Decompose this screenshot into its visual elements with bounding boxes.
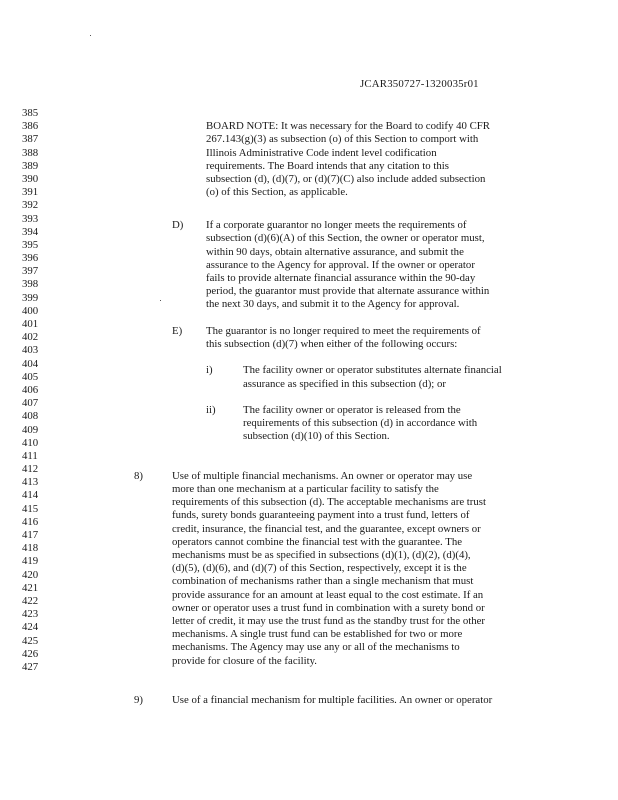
line-number: 390 xyxy=(22,172,39,185)
item-d-text xyxy=(206,219,489,311)
item-e-i-text xyxy=(243,364,502,390)
document-id: JCAR350727-1320035r01 xyxy=(360,78,479,90)
board-note-line: (o) of this Section, as applicable. xyxy=(206,186,348,199)
item-d-line: fails to provide alternate financial assurance within the 90-day xyxy=(206,271,476,284)
item-9-text xyxy=(172,694,492,707)
line-number: 421 xyxy=(22,581,39,594)
line-number: 406 xyxy=(22,383,39,396)
board-note-line: BOARD NOTE: It was necessary for the Board to codify 40 CFR xyxy=(206,120,490,133)
line-number: 426 xyxy=(22,647,39,660)
line-number: 418 xyxy=(22,542,39,555)
item-e-ii-line: requirements of this subsection (d) in accordance with xyxy=(243,417,478,430)
item-8-line: mechanisms must be as specified in subsections (d)(1), (d)(2), (d)(4), xyxy=(172,549,471,562)
item-d-line: within 90 days, obtain alternative assurance, and submit the xyxy=(206,245,464,258)
item-e-ii-marker: ii) xyxy=(206,404,216,416)
line-number: 420 xyxy=(22,568,39,581)
line-number: 405 xyxy=(22,370,39,383)
item-d-marker: D) xyxy=(172,219,184,232)
item-e-line: The guarantor is no longer required to meet the requirements of xyxy=(206,324,481,337)
item-e-line: this subsection (d)(7) when either of the following occurs: xyxy=(206,337,458,350)
line-number: 386 xyxy=(22,120,39,133)
item-9-line: Use of a financial mechanism for multiple facilities. An owner or operator xyxy=(172,694,493,707)
item-d-line: period, the guarantor must provide that alternate assurance within xyxy=(206,285,490,298)
line-number: 395 xyxy=(22,238,39,251)
item-d-line: the next 30 days, and submit it to the Agency for approval. xyxy=(206,298,460,311)
item-8-line: mechanisms. A single trust fund can be established for two or more xyxy=(172,628,463,641)
line-number-column xyxy=(22,107,48,674)
item-8-line: credit, insurance, the financial test, and the guarantee, except owners or xyxy=(172,522,481,535)
line-number: 396 xyxy=(22,252,39,265)
item-8-line: funds, surety bonds guaranteeing payment into a trust fund, letters of xyxy=(172,509,470,522)
line-number: 415 xyxy=(22,502,39,515)
line-number: 423 xyxy=(22,608,39,621)
item-8-line: requirements of this subsection (d). The acceptable mechanisms are trust xyxy=(172,496,487,509)
item-8-line: (d)(5), (d)(6), and (d)(7) of this Section, respectively, except it is the xyxy=(172,562,467,575)
line-number: 387 xyxy=(22,133,39,146)
line-number: 399 xyxy=(22,291,39,304)
item-9-marker: 9) xyxy=(134,694,143,707)
line-number: 416 xyxy=(22,515,39,528)
line-number: 424 xyxy=(22,621,39,634)
line-number: 425 xyxy=(22,634,39,647)
line-number: 391 xyxy=(22,186,39,199)
line-number: 417 xyxy=(22,529,39,541)
board-note-line: Illinois Administrative Code indent level codification xyxy=(206,146,437,159)
line-number: 402 xyxy=(22,331,39,344)
line-number: 389 xyxy=(22,159,39,172)
item-e-i-line: The facility owner or operator substitutes alternate financial xyxy=(243,364,502,377)
line-number: 408 xyxy=(22,410,39,423)
item-d-line: If a corporate guarantor no longer meets the requirements of xyxy=(206,219,467,232)
item-e-ii-text xyxy=(243,404,477,444)
board-note-line: 267.143(g)(3) as subsection (o) of this Section to comport with xyxy=(206,133,479,146)
line-number: 410 xyxy=(22,436,39,449)
item-e-i-line: assurance as specified in this subsection (d); or xyxy=(243,377,446,390)
line-number: 400 xyxy=(22,304,39,317)
line-number: 397 xyxy=(22,265,39,278)
item-8-line: provide assurance for an amount at least equal to the cost estimate. If an xyxy=(172,588,484,601)
item-8-line: provide for closure of the facility. xyxy=(172,654,318,667)
item-8-line: Use of multiple financial mechanisms. An owner or operator may use xyxy=(172,469,473,482)
line-number: 388 xyxy=(22,146,39,159)
board-note-line: subsection (d), (d)(7), or (d)(7)(C) also include added subsection xyxy=(206,172,486,185)
item-8-line: mechanisms. The Agency may use any or all of the mechanisms to xyxy=(172,641,460,654)
item-8-text xyxy=(172,470,486,668)
line-number: 393 xyxy=(22,212,39,225)
item-8-line: letter of credit, it may use the trust fund as the standby trust for the other xyxy=(172,614,486,627)
item-8-line: combination of mechanisms rather than a single mechanism that must xyxy=(172,575,474,588)
line-number: 419 xyxy=(22,555,39,568)
item-e-marker: E) xyxy=(172,324,183,337)
item-d-line: subsection (d)(6)(A) of this Section, the owner or operator must, xyxy=(206,232,485,245)
item-e-ii-line: The facility owner or operator is released from the xyxy=(243,404,461,416)
item-8-line: more than one mechanism at a particular facility to satisfy the xyxy=(172,483,439,496)
line-number: 404 xyxy=(22,357,39,370)
line-number: 427 xyxy=(22,660,39,673)
board-note xyxy=(206,120,490,199)
line-number: 392 xyxy=(22,199,39,212)
board-note-line: requirements. The Board intends that any citation to this xyxy=(206,159,449,172)
line-number: 411 xyxy=(22,449,38,462)
item-e-text xyxy=(206,325,481,351)
item-8-marker: 8) xyxy=(134,469,143,482)
line-number: 394 xyxy=(22,225,39,238)
line-number: 385 xyxy=(22,107,39,119)
line-number: 412 xyxy=(22,463,39,476)
scan-speck xyxy=(90,35,91,36)
line-number: 398 xyxy=(22,278,39,291)
item-8-line: operators cannot combine the financial test with the guarantee. The xyxy=(172,535,463,548)
line-number: 403 xyxy=(22,344,39,357)
item-e-ii-line: subsection (d)(10) of this Section. xyxy=(243,430,390,443)
line-number: 422 xyxy=(22,594,39,607)
item-e-i-marker: i) xyxy=(206,364,213,377)
item-d-line: assurance to the Agency for approval. If the owner or operator xyxy=(206,258,475,271)
scan-speck xyxy=(160,300,161,301)
item-8-line: owner or operator uses a trust fund in combination with a surety bond or xyxy=(172,601,485,614)
line-number: 407 xyxy=(22,397,39,410)
line-number: 413 xyxy=(22,476,39,489)
line-number: 401 xyxy=(22,318,39,330)
line-number: 409 xyxy=(22,423,39,436)
line-number: 414 xyxy=(22,489,39,502)
